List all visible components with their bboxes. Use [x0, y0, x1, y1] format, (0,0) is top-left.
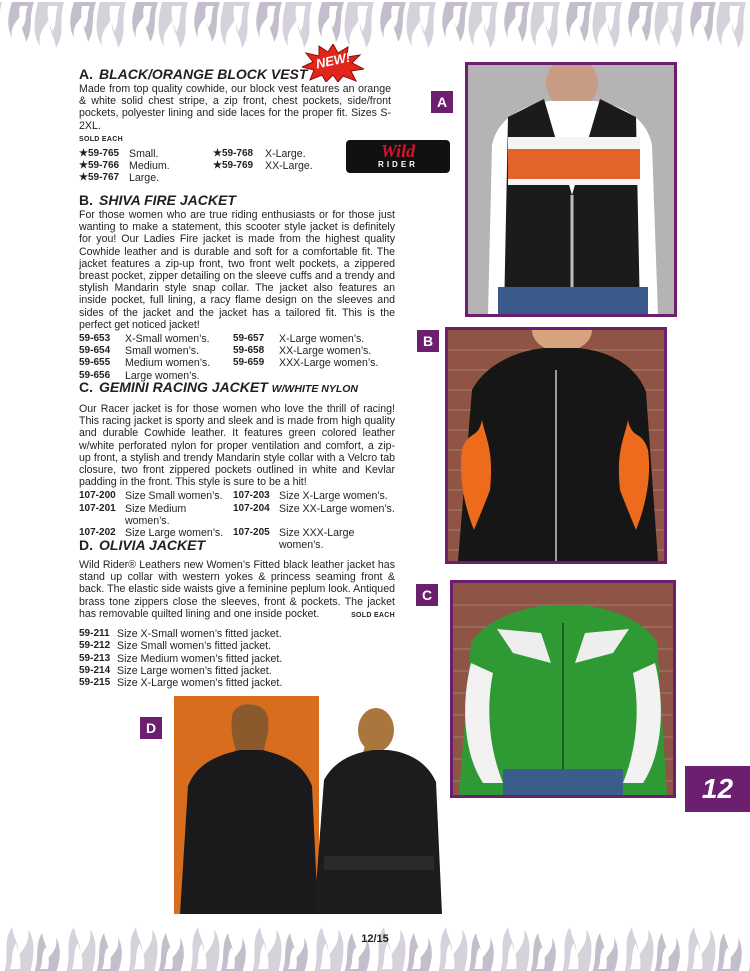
section-c-description: Our Racer jacket is for those women who love the thrill of racing! This racing jacket is sporty and sleek and is made from high quality and durable Cowhide leather. It features green colored leather w/white perforated nylon for proper ventilation and comfort, a zip-up front, a stylish and trendy Mandarin style collar with a Velcro tab closure, two front zippered pockets outlined in white and Kevlar padding in the front. This style is sure to be a hit! — [79, 403, 395, 489]
sku-size: Small women’s. — [125, 345, 199, 358]
sku-size: Medium women’s. — [125, 357, 211, 370]
sku-size: Size Small women’s. — [125, 490, 223, 503]
section-c-title: C. GEMINI RACING JACKET W/WHITE NYLON — [79, 379, 359, 395]
sku-number: 59-657 — [233, 333, 265, 345]
section-a-title: A. BLACK/ORANGE BLOCK VEST — [79, 66, 308, 82]
sku-number: 107-203 — [233, 490, 270, 502]
sku-size: Size Large women’s fitted jacket. — [117, 664, 272, 677]
sku-size: XX-Large. — [265, 160, 313, 173]
logo-subword: RIDER — [378, 160, 418, 169]
photo-tag-c: C — [416, 584, 438, 606]
sku-number: 59-658 — [233, 345, 265, 357]
section-d-title: D. OLIVIA JACKET — [79, 537, 206, 553]
sold-each-label: SOLD EACH — [79, 135, 123, 143]
sku-number: 107-205 — [233, 527, 270, 539]
sku-number: 59-654 — [79, 345, 111, 357]
sku-number: ★59-768 — [213, 148, 254, 160]
sku-size: Large. — [129, 172, 160, 185]
sku-number: 59-213 — [79, 652, 111, 664]
sku-number: ★59-765 — [79, 148, 120, 160]
sku-number: 59-211 — [79, 628, 110, 640]
page-number: 12/15 — [361, 933, 389, 945]
product-photo-c — [450, 580, 676, 798]
section-b-sku-list — [79, 333, 395, 382]
sku-size: Size Small women’s fitted jacket. — [117, 640, 272, 653]
sku-number: 59-212 — [79, 640, 111, 652]
sku-size: XX-Large women’s. — [279, 345, 372, 358]
sku-number: ★59-767 — [79, 172, 120, 184]
sold-each-label: SOLD EACH — [351, 612, 395, 620]
sku-number: 59-655 — [79, 357, 111, 369]
section-b-description: For those women who are true riding enthusiasts or for those just wanting to make a statement, this scooter style jacket is definitely for you! Our Ladies Fire jacket is made from the highest quality Cowhide leather and is durable and soft for a comfortable fit. The jacket features a zip-up front, two front welt pockets, a zippered breast pocket, zipper detailing on the sleeve cuffs and a trendy and stylish Mandarin style snap collar. The jacket also features an inside pocket, full lining, a racy flame design on the sleeves and sides of the jacket and the jacket has a tailored fit. This is the perfect get noticed jacket! — [79, 209, 395, 331]
sku-size: Size X-Small women’s fitted jacket. — [117, 628, 282, 641]
sku-number: ★59-769 — [213, 160, 254, 172]
sku-number: 59-659 — [233, 357, 265, 369]
sku-number: 107-204 — [233, 502, 270, 514]
new-badge-text: NEW! — [314, 49, 352, 72]
photo-tag-d: D — [140, 717, 162, 739]
sku-number: 107-201 — [79, 502, 116, 514]
sku-number: ★59-766 — [79, 160, 120, 172]
section-b — [79, 192, 395, 382]
section-a-description: Made from top quality cowhide, our block vest features an orange & white solid chest stripe, a zip front, chest pockets, side/front pockets, polyester lining and side laces for the proper fit. Sizes S-2XL. — [79, 83, 391, 132]
sku-size: Size Large women’s. — [125, 527, 224, 540]
sku-size: Size Medium women’s. — [125, 502, 187, 527]
logo-wordmark: Wild — [380, 141, 416, 161]
sku-size: Size XXX-Large women’s. — [279, 527, 355, 552]
photo-tag-a: A — [431, 91, 453, 113]
sku-size: X-Small women’s. — [125, 333, 210, 346]
section-c — [79, 379, 395, 551]
section-b-title: B. SHIVA FIRE JACKET — [79, 192, 236, 208]
sku-size: Small. — [129, 148, 159, 161]
sku-size: Size X-Large women’s fitted jacket. — [117, 677, 283, 690]
sku-number: 107-200 — [79, 490, 116, 502]
top-flame-border — [0, 0, 750, 62]
product-photo-b — [445, 327, 667, 564]
sku-number: 107-202 — [79, 527, 116, 539]
sku-size: Size XX-Large women’s. — [279, 502, 395, 515]
sku-size: Size Medium women’s fitted jacket. — [117, 652, 283, 665]
section-d — [79, 537, 395, 689]
sku-number: 59-653 — [79, 333, 111, 345]
sku-size: Medium. — [129, 160, 170, 173]
photo-tag-b: B — [417, 330, 439, 352]
catalog-page-tab: 12 — [685, 766, 750, 812]
section-d-sku-list — [79, 628, 395, 689]
sku-size: X-Large women’s. — [279, 333, 365, 346]
sku-number: 59-215 — [79, 677, 111, 689]
sku-number: 59-656 — [79, 369, 111, 381]
sku-size: Size X-Large women’s. — [279, 490, 388, 503]
sku-number: 59-214 — [79, 664, 111, 676]
sku-size: X-Large. — [265, 148, 306, 161]
product-photo-d — [174, 696, 444, 914]
wild-rider-logo — [346, 140, 450, 173]
sku-size: Large women’s. — [125, 369, 200, 382]
sku-size: XXX-Large women’s. — [279, 357, 379, 370]
section-d-description: Wild Rider® Leathers new Women’s Fitted black leather jacket has stand up collar with western yokes & princess seaming front & back. The elastic side waists give a feminine peplum look. Antiqued brass tone zippers close the sleeves, front & pockets. The jacket has removable quilted lining and one inside pocket. — [79, 559, 395, 620]
product-photo-a — [465, 62, 677, 317]
